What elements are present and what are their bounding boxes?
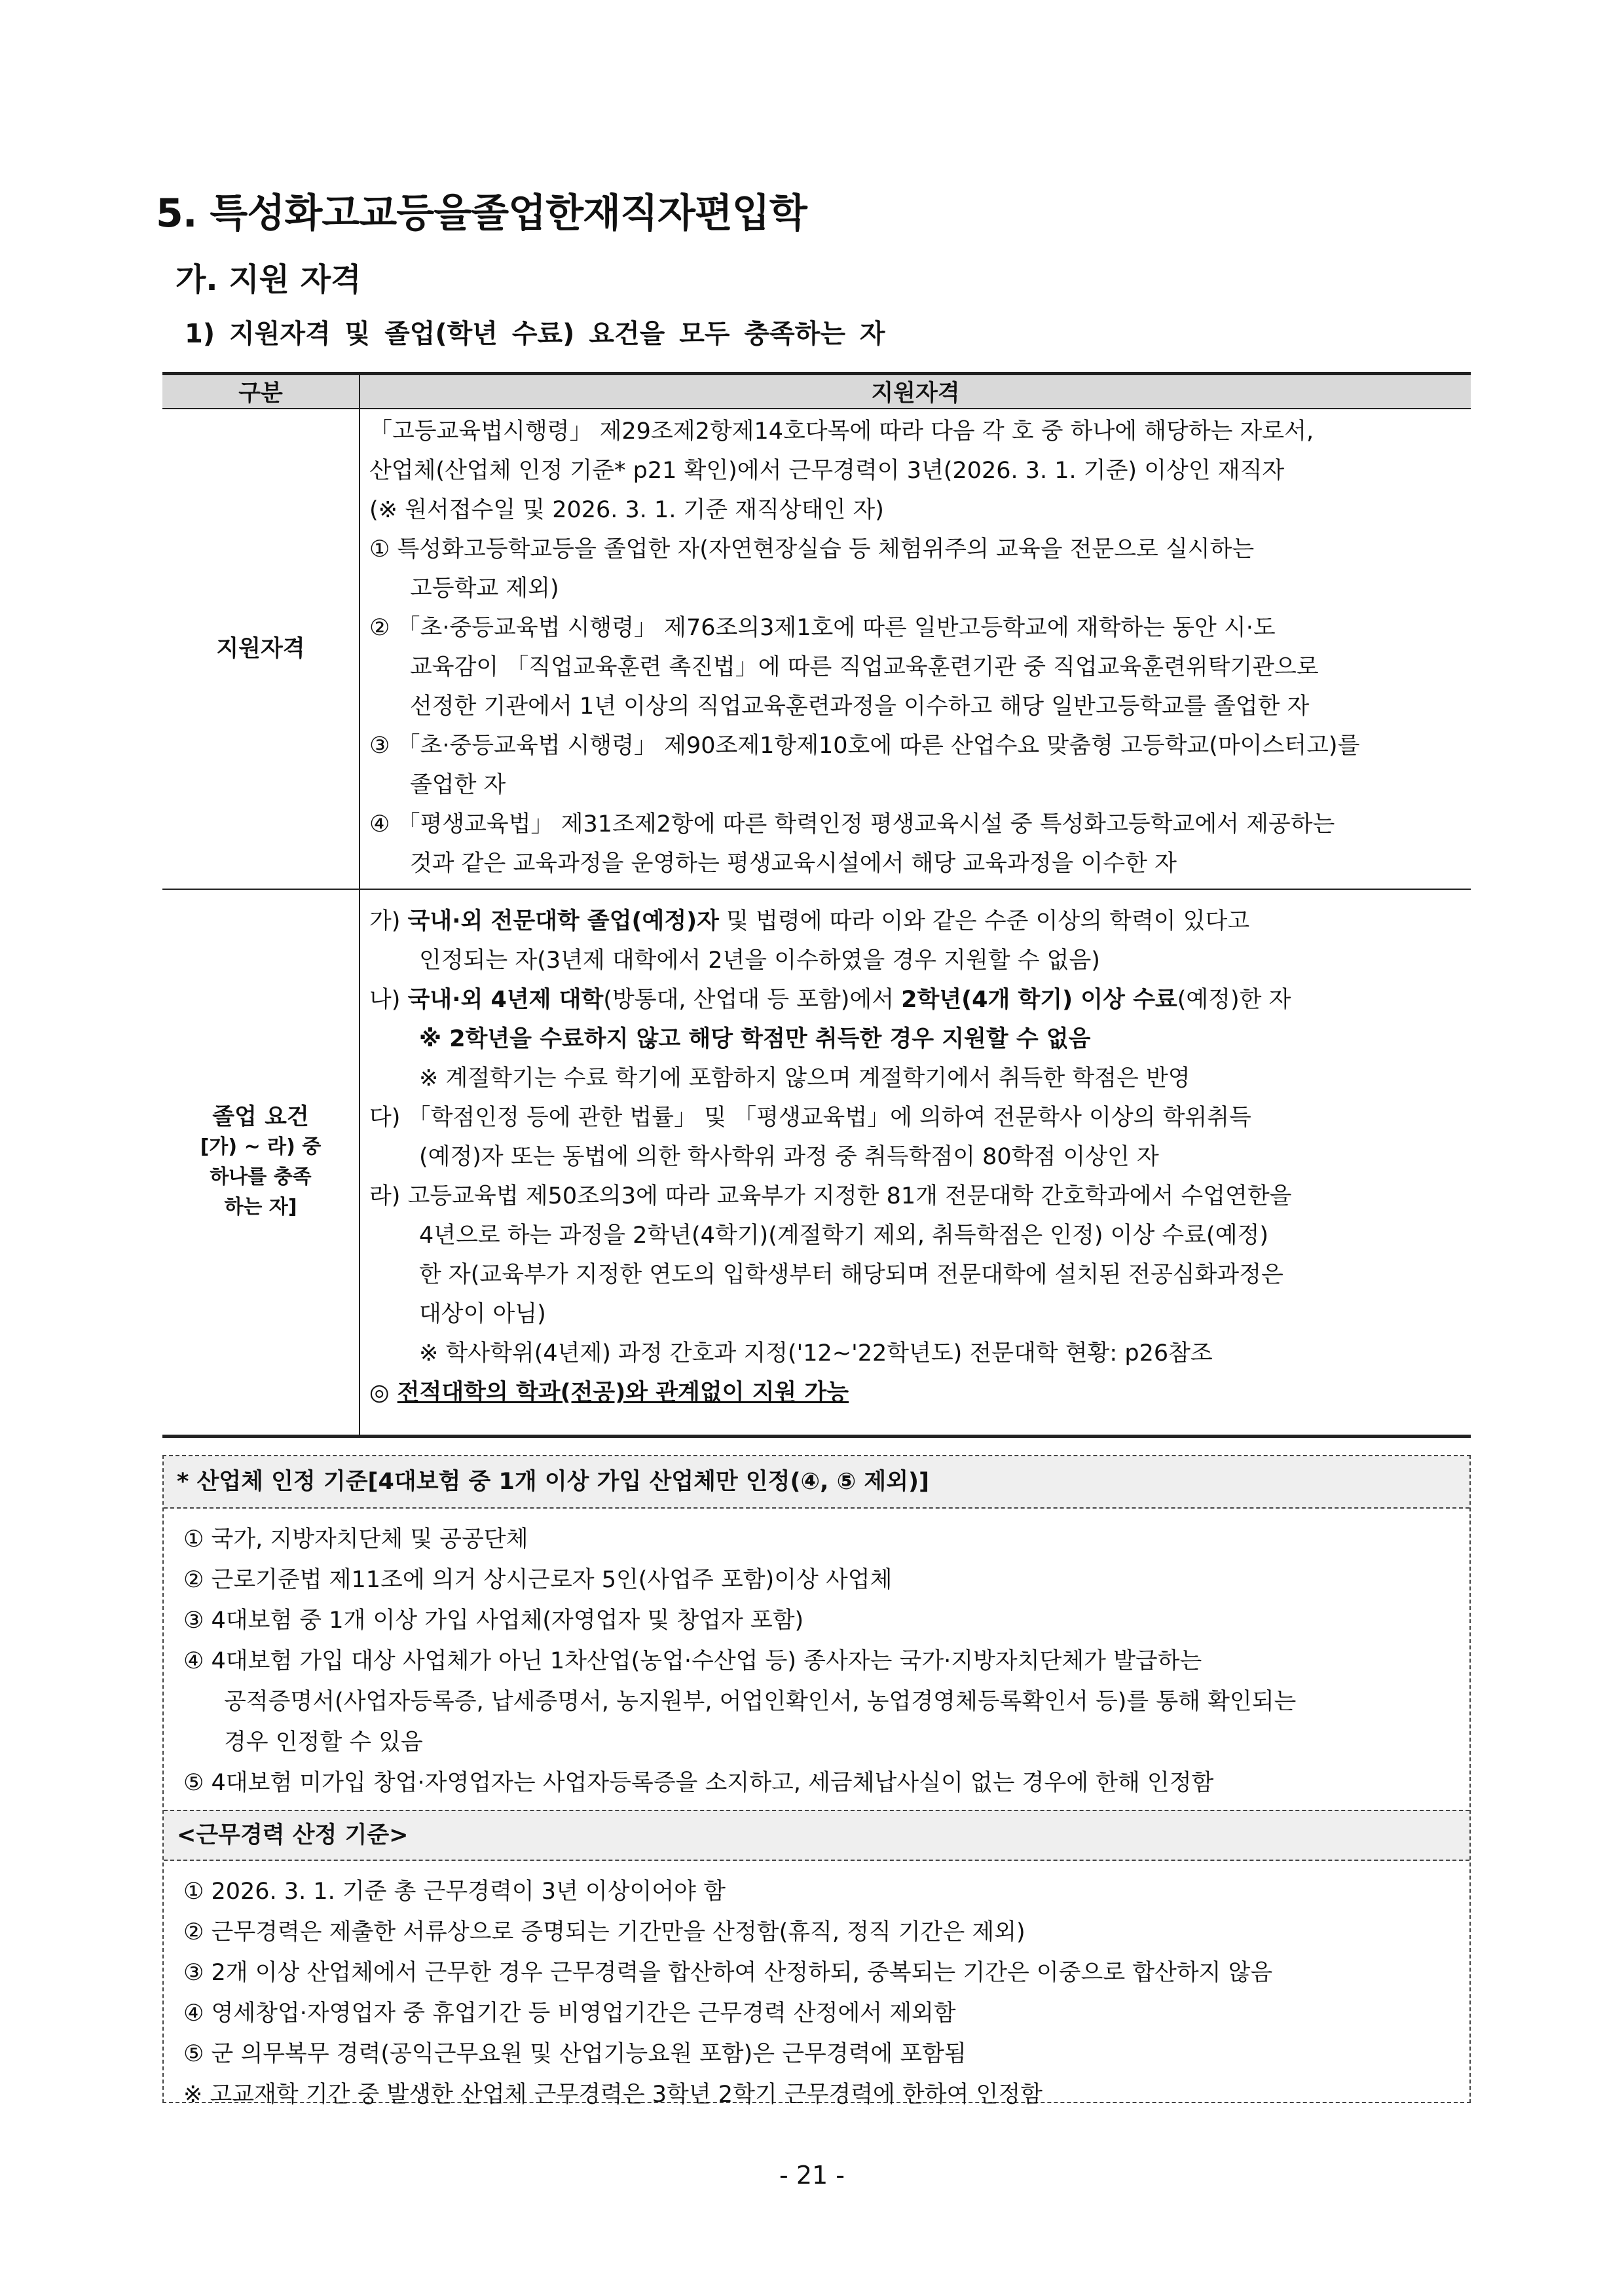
list-item: ③ 4대보험 중 1개 이상 가입 사업체(자영업자 및 창업자 포함) <box>183 1607 804 1634</box>
list-item: ⑤ 4대보험 미가입 창업·자영업자는 사업자등록증을 소지하고, 세금체납사실이 없는 경우에 한해 인정함 <box>183 1770 1214 1796</box>
item-prefix: 가) <box>369 908 408 934</box>
row-label-graduation <box>162 889 360 1437</box>
graduation-label-note: [가) ~ 라) 중 <box>200 1135 322 1158</box>
table-row-qualification <box>162 409 1471 889</box>
table-row-graduation <box>162 889 1471 1437</box>
graduation-item-cont: 4년으로 하는 과정을 2학년(4학기)(계절학기 제외, 취득학점은 인정) 이상 수료(예정) <box>419 1222 1268 1249</box>
graduation-item-cont: 대상이 아님) <box>419 1301 546 1327</box>
qualification-item: ③ 「초·중등교육법 시행령」 제90조제1항제10호에 따른 산업수요 맞춤형 고등학교(마이스터고)를 <box>369 733 1360 759</box>
header-qualification: 지원자격 <box>360 374 1471 409</box>
qualification-item: ② 「초·중등교육법 시행령」 제76조의3제1호에 따른 일반고등학교에 재학하는 동안 시·도 <box>369 615 1276 641</box>
industry-criteria-title: * 산업체 인정 기준[4대보험 중 1개 이상 가입 산업체만 인정(④, ⑤ 제외)] <box>164 1456 1469 1509</box>
qualification-item-cont: 선정한 기관에서 1년 이상의 직업교육훈련과정을 이수하고 해당 일반고등학교를 졸업한 자 <box>410 693 1310 720</box>
item-text: (예정)한 자 <box>1177 987 1291 1013</box>
qualification-line: 「고등교육법시행령」 제29조제2항제14호다목에 따라 다음 각 호 중 하나에 해당하는 자로서, <box>369 418 1314 445</box>
graduation-item-b <box>369 980 1462 1019</box>
graduation-content <box>360 889 1471 1437</box>
section-title: 5. 특성화고교등을졸업한재직자편입학 <box>156 191 807 236</box>
graduation-note: ※ 학사학위(4년제) 과정 간호과 지정('12~'22학년도) 전문대학 현황: p26참조 <box>419 1340 1213 1367</box>
row-label-qualification: 지원자격 <box>162 409 360 889</box>
graduation-note-bold: ※ 2학년을 수료하지 않고 해당 학점만 취득한 경우 지원할 수 없음 <box>419 1026 1091 1052</box>
industry-criteria-box <box>162 1455 1471 2108</box>
qualification-item-cont: 고등학교 제외) <box>410 576 559 602</box>
requirement-heading: 1) 지원자격 및 졸업(학년 수료) 요건을 모두 충족하는 자 <box>185 319 885 349</box>
graduation-item-d: 라) 고등교육법 제50조의3에 따라 교육부가 지정한 81개 전문대학 간호학과에서 수업연한을 <box>369 1183 1292 1209</box>
list-item: ① 2026. 3. 1. 기준 총 근무경력이 3년 이상이어야 함 <box>183 1879 726 1905</box>
qualification-item-cont: 졸업한 자 <box>410 772 506 798</box>
graduation-label-note: 하는 자] <box>224 1196 297 1219</box>
final-note-text: 전적대학의 학과(전공)와 관계없이 지원 가능 <box>397 1380 849 1406</box>
graduation-label-note: 하나를 충족 <box>210 1166 312 1188</box>
qualification-content <box>360 409 1471 889</box>
graduation-item-cont: 한 자(교육부가 지정한 연도의 입학생부터 해당되며 전문대학에 설치된 전공심화과정은 <box>419 1262 1283 1288</box>
qualification-item-cont: 교육감이 「직업교육훈련 촉진법」에 따른 직업교육훈련기관 중 직업교육훈련위탁기관으로 <box>410 654 1319 680</box>
qualification-item: ① 특성화고등학교등을 졸업한 자(자연현장실습 등 체험위주의 교육을 전문으로 실시하는 <box>369 536 1255 562</box>
qualification-line: 산업체(산업체 인정 기준* p21 확인)에서 근무경력이 3년(2026. 3. 1. 기준) 이상인 재직자 <box>369 458 1285 484</box>
subsection-title: 가. 지원 자격 <box>175 261 361 298</box>
list-item: ④ 영세창업·자영업자 중 휴업기간 등 비영업기간은 근무경력 산정에서 제외함 <box>183 2000 956 2027</box>
list-item: ④ 4대보험 가입 대상 사업체가 아닌 1차산업(농업·수산업 등) 종사자는 국가·지방자치단체가 발급하는 <box>183 1648 1202 1674</box>
qualification-item-cont: 것과 같은 교육과정을 운영하는 평생교육시설에서 해당 교육과정을 이수한 자 <box>410 851 1177 877</box>
graduation-item-cont: 인정되는 자(3년제 대학에서 2년을 이수하였을 경우 지원할 수 없음) <box>419 947 1100 974</box>
graduation-item-c: 다) 「학점인정 등에 관한 법률」 및 「평생교육법」에 의하여 전문학사 이상의 학위취득 <box>369 1105 1251 1131</box>
qualification-table <box>162 372 1471 1438</box>
item-prefix: 나) <box>369 987 408 1013</box>
graduation-item-a <box>369 902 1462 941</box>
emphasis-text: 국내·외 4년제 대학 <box>407 987 604 1013</box>
list-item: ② 근로기준법 제11조에 의거 상시근로자 5인(사업주 포함)이상 사업체 <box>183 1567 893 1593</box>
industry-criteria-list <box>164 1509 1469 1810</box>
page-number: - 21 - <box>779 2161 845 2190</box>
emphasis-text: 국내·외 전문대학 졸업(예정)자 <box>407 908 719 934</box>
list-item: ② 근무경력은 제출한 서류상으로 증명되는 기간만을 산정함(휴직, 정직 기간은 제외) <box>183 1919 1025 1945</box>
career-criteria-list <box>164 1861 1469 2121</box>
graduation-final-note <box>369 1373 1462 1412</box>
list-item: ※ 고교재학 기간 중 발생한 산업체 근무경력은 3학년 2학기 근무경력에 한하여 인정함 <box>183 2082 1043 2108</box>
table-header-row <box>162 374 1471 409</box>
emphasis-text: 2학년(4개 학기) 이상 수료 <box>901 987 1177 1013</box>
list-item: ③ 2개 이상 산업체에서 근무한 경우 근무경력을 합산하여 산정하되, 중복되는 기간은 이중으로 합산하지 않음 <box>183 1960 1273 1986</box>
career-criteria-title: <근무경력 산정 기준> <box>164 1810 1469 1861</box>
list-item: ① 국가, 지방자치단체 및 공공단체 <box>183 1526 528 1552</box>
qualification-item: ④ 「평생교육법」 제31조제2항에 따른 학력인정 평생교육시설 중 특성화고등학교에서 제공하는 <box>369 811 1335 837</box>
list-item-cont: 공적증명서(사업자등록증, 납세증명서, 농지원부, 어업인확인서, 농업경영체등록확인서 등)를 통해 확인되는 <box>224 1689 1297 1715</box>
graduation-note: ※ 계절학기는 수료 학기에 포함하지 않으며 계절학기에서 취득한 학점은 반영 <box>419 1065 1190 1092</box>
list-item: ⑤ 군 의무복무 경력(공익근무요원 및 산업기능요원 포함)은 근무경력에 포함됨 <box>183 2041 967 2067</box>
item-text: (방통대, 산업대 등 포함)에서 <box>603 987 902 1013</box>
header-category: 구분 <box>162 374 360 409</box>
double-circle-icon: ◎ <box>369 1380 397 1406</box>
item-text: 및 법령에 따라 이와 같은 수준 이상의 학력이 있다고 <box>718 908 1250 934</box>
list-item-cont: 경우 인정할 수 있음 <box>224 1729 423 1755</box>
qualification-line: (※ 원서접수일 및 2026. 3. 1. 기준 재직상태인 자) <box>369 497 884 523</box>
graduation-label: 졸업 요건 <box>212 1104 309 1130</box>
graduation-item-cont: (예정)자 또는 동법에 의한 학사학위 과정 중 취득학점이 80학점 이상인 자 <box>419 1144 1159 1170</box>
